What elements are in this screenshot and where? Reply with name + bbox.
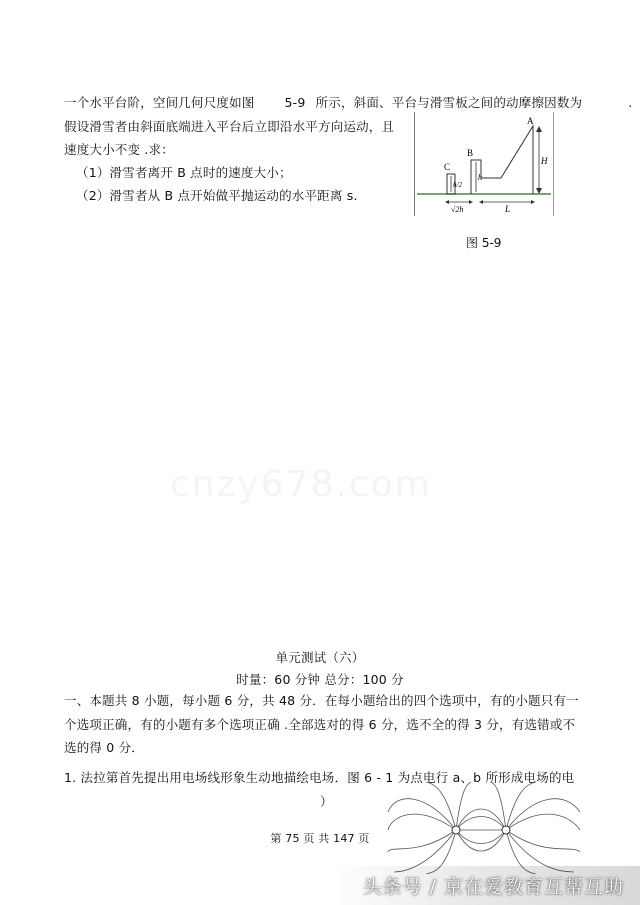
field-lines-diagram (386, 782, 582, 874)
figure-5-9 (414, 112, 554, 216)
problem-line-1 (64, 93, 632, 111)
question-1: （1）滑雪者离开 B 点时的速度大小； (76, 165, 292, 180)
instruction-line-1: 一、本题共 8 小题，每小题 6 分，共 48 分．在每小题给出的四个选项中，有的小题只有一 (64, 693, 579, 708)
problem-line-2: 假设滑雪者由斜面底端进入平台后立即沿水平方向运动，且 (64, 119, 395, 134)
electric-field-figure (386, 782, 582, 874)
label-B: B (467, 148, 474, 158)
platform-and-slope (471, 126, 533, 194)
instruction-line-3: 选的得 0 分． (64, 740, 144, 755)
problem-line-1-part-a: 一个水平台阶，空间几何尺度如图 (64, 95, 255, 110)
test-time-score: 时量：60 分钟 总分：100 分 (236, 672, 404, 687)
slope-platform-diagram (415, 112, 553, 216)
problem-line-3: 速度大小不变 .求： (64, 142, 174, 157)
watermark: cnzy678.com (170, 464, 432, 505)
problem-line-1-part-c: 所示，斜面、平台与滑雪板之间的动摩擦因数为 (315, 95, 583, 110)
question-2: （2）滑雪者从 B 点开始做平抛运动的水平距离 s. (76, 188, 358, 203)
instruction-line-2: 个选项正确，有的小题有多个选项正确 .全部选对的得 6 分，选不全的得 3 分，有选错或不 (64, 717, 576, 732)
label-H: H (541, 156, 548, 166)
problem-line-1-period: . (628, 95, 633, 110)
test-title: 单元测试（六） (275, 650, 365, 665)
question-1-paren: ） (320, 794, 333, 809)
footer-attribution: 头条号 / 京在爱教育互帮互助 (362, 876, 624, 898)
label-h: h (478, 173, 482, 182)
question-1-text: 1. 法拉第首先提出用电场线形象生动地描绘电场．图 6 - 1 为点电行 a、b 所形成电场的电 (64, 770, 575, 785)
figure-reference: 5-9 (284, 95, 306, 110)
label-C: C (444, 162, 451, 172)
label-L: L (505, 204, 511, 214)
label-A: A (527, 116, 534, 126)
page-number: 第 75 页 共 147 页 (270, 832, 370, 845)
label-sqrt2h: √2h (451, 205, 464, 214)
figure-caption: 图 5-9 (466, 236, 502, 250)
label-h2: h/2 (453, 181, 462, 189)
